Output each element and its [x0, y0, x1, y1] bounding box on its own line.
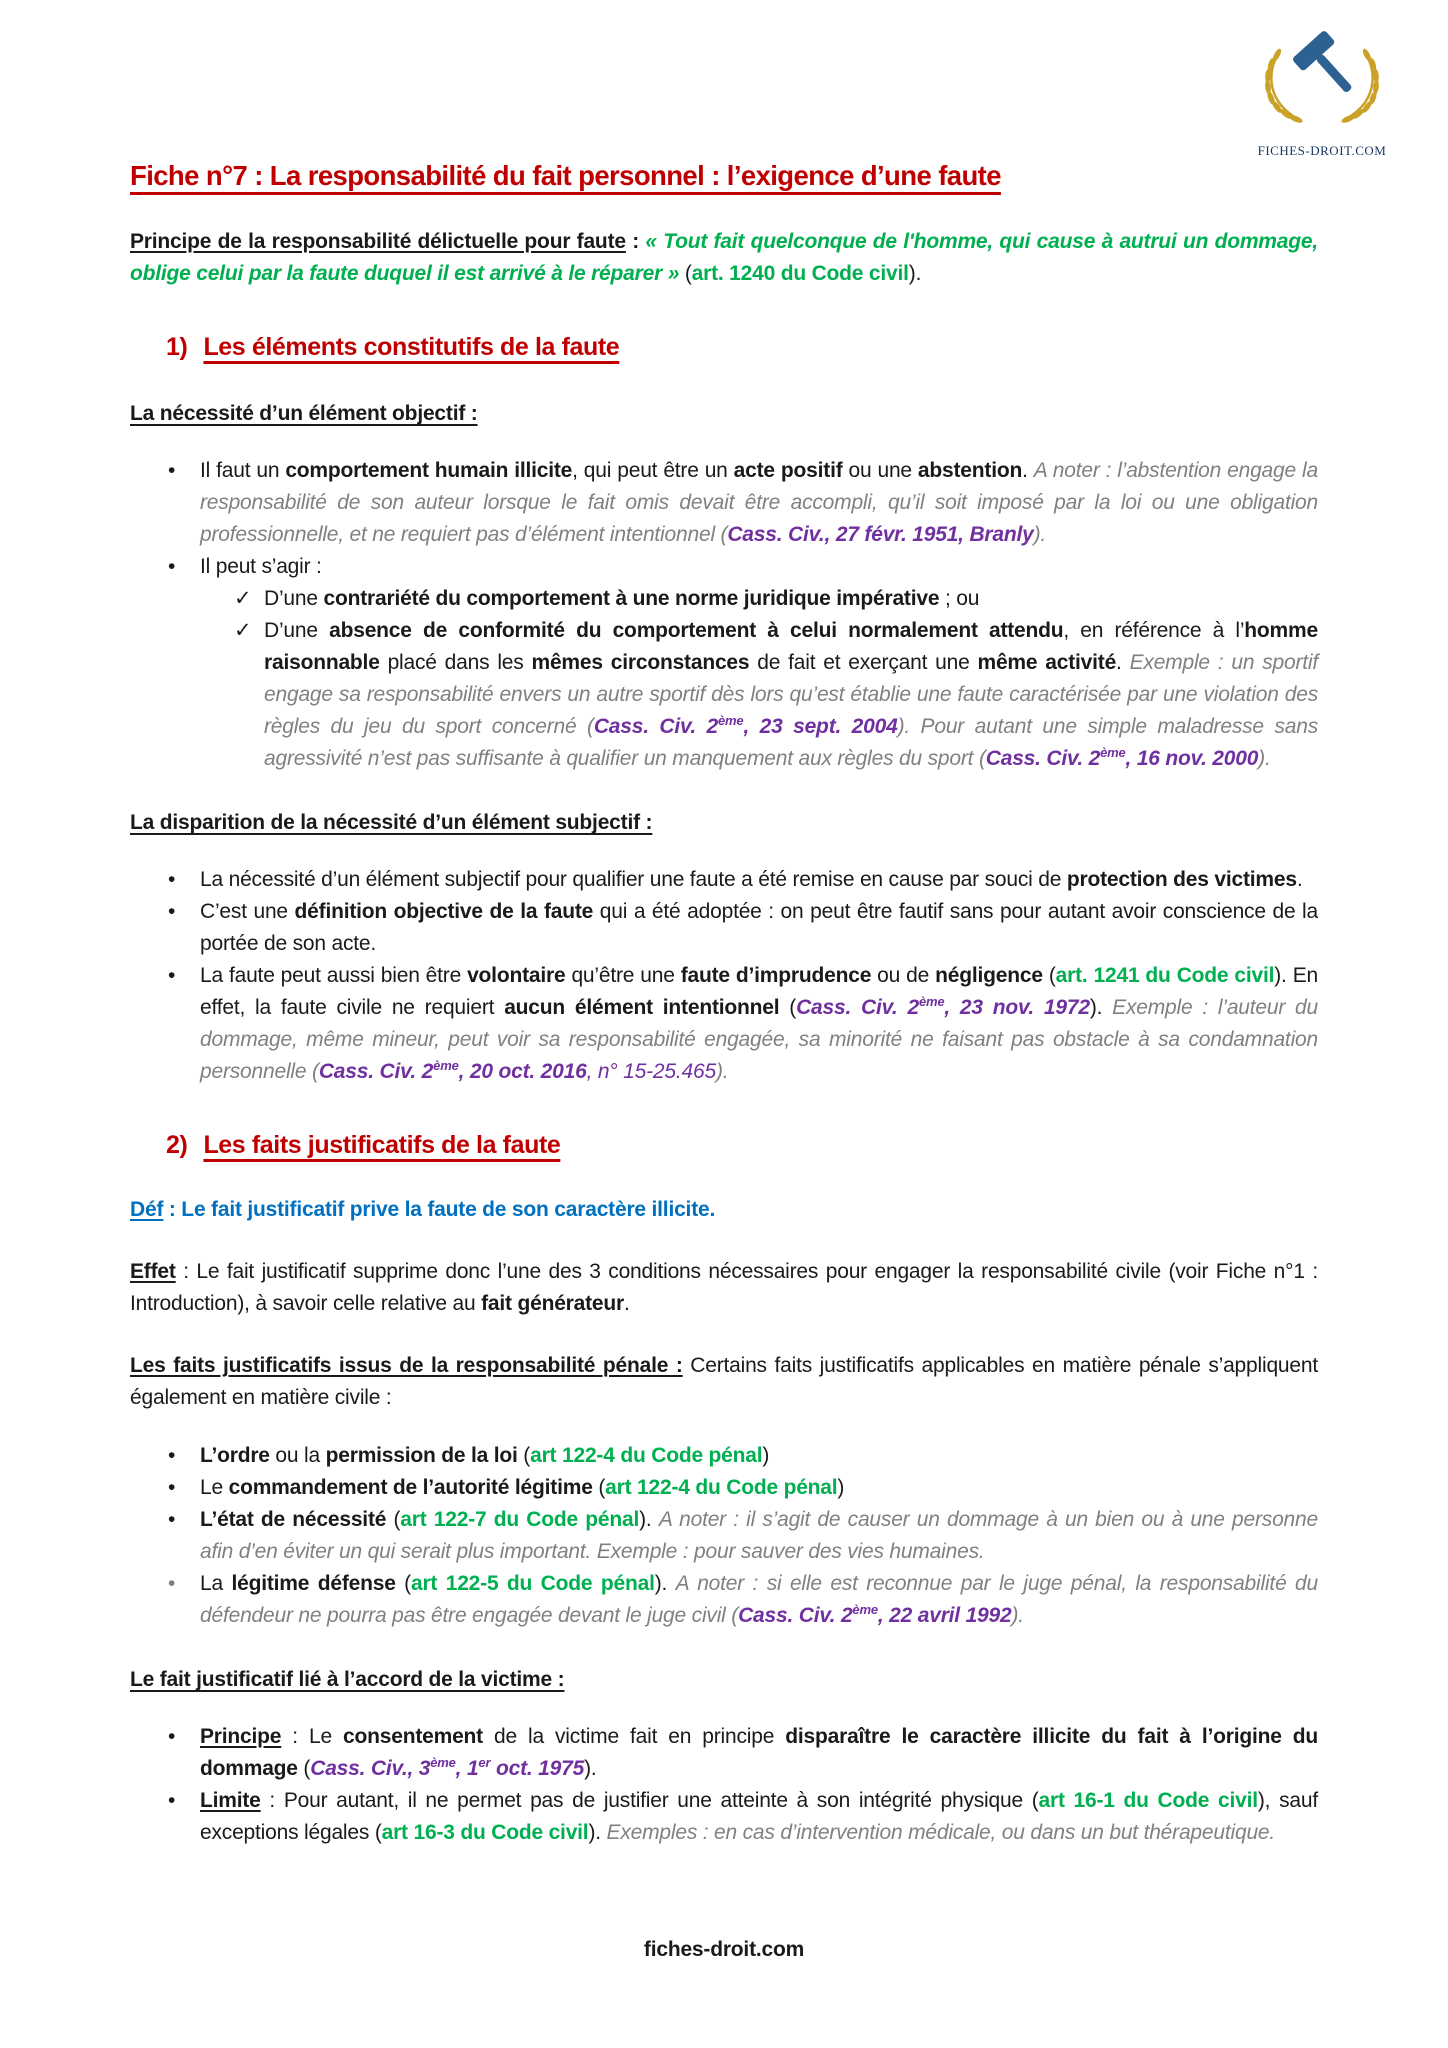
- list-item-text: D’une contrariété du comportement à une norme juridique impérative ; ou: [264, 587, 980, 610]
- list-item: [130, 1785, 1318, 1849]
- footer-site-name: fiches-droit.com: [643, 1938, 805, 1961]
- section-1-heading: [166, 328, 1318, 366]
- list-item: [130, 615, 1318, 775]
- bullet-icon: •: [168, 1508, 176, 1531]
- bullet-icon: •: [168, 868, 176, 891]
- bullet-icon: •: [168, 1444, 176, 1467]
- bullet-icon: •: [168, 964, 176, 987]
- list-item: [130, 583, 1318, 615]
- bullet-icon: •: [168, 1725, 176, 1748]
- section-1-number: 1): [166, 333, 188, 361]
- list-item-text: La faute peut aussi bien être volontaire qu’être une faute d’imprudence ou de négligence (art. 1241 du Code civil). En effet, la faute civile ne requiert aucun élément intentionnel (Cass. Civ. 2ème, 23 nov. 1972). Exemple : l’auteur du dommage, même mineur, peut voir sa responsabilité engagée, sa minorité ne faisant pas obstacle à sa condamnation personnelle (Cass. Civ. 2ème, 20 oct. 2016, n° 15-25.465).: [200, 964, 1319, 1083]
- bullet-list-penal: [130, 1440, 1318, 1632]
- intro-paragraph: Principe de la responsabilité délictuelle pour faute : « Tout fait quelconque de l'homme, qui cause à autrui un dommage, oblige celui par la faute duquel il est arrivé à le réparer » (art. 1240 du Code civil).: [130, 230, 1318, 285]
- list-item: [130, 1721, 1318, 1785]
- section-2-heading: [166, 1126, 1318, 1164]
- list-item-text: Il faut un comportement humain illicite, qui peut être un acte positif ou une abstention. A noter : l’abstention engage la responsabilité de son auteur lorsque le fait omis devait être accompli, qu’il soit imposé par la loi ou une obligation professionnelle, et ne requiert pas d’élément intentionnel (Cass. Civ., 27 févr. 1951, Branly).: [200, 459, 1318, 546]
- section-2-heading-text: Les faits justificatifs de la faute: [203, 1131, 561, 1159]
- penal-intro-paragraph: Les faits justificatifs issus de la responsabilité pénale : Certains faits justificatifs applicables en matière pénale s’appliquent également en matière civile :: [130, 1354, 1319, 1409]
- bullet-list-objectif: [130, 455, 1318, 775]
- list-item: [130, 864, 1318, 896]
- list-item: [130, 455, 1318, 551]
- section-2-number: 2): [166, 1131, 188, 1159]
- site-logo: [1240, 24, 1404, 167]
- list-item-text: Il peut s’agir :: [200, 555, 322, 578]
- effet-paragraph: Effet : Le fait justificatif supprime donc l’une des 3 conditions nécessaires pour engager la responsabilité civile (voir Fiche n°1 : Introduction), à savoir celle relative au fait générateur.: [130, 1260, 1318, 1315]
- page-title: Fiche n°7 : La responsabilité du fait personnel : l’exigence d’une faute: [130, 160, 1001, 191]
- bullet-icon: •: [168, 555, 176, 578]
- bullet-list-subjectif: [130, 864, 1318, 1088]
- list-item-text: La légitime défense (art 122-5 du Code pénal). A noter : si elle est reconnue par le juge pénal, la responsabilité du défendeur ne pourra pas être engagée devant le juge civil (Cass. Civ. 2ème, 22 avril 1992).: [200, 1572, 1319, 1627]
- subheading-accord-victime: Le fait justificatif lié à l’accord de la victime :: [130, 1668, 565, 1691]
- list-item: [130, 1568, 1318, 1632]
- check-icon: ✓: [234, 587, 252, 610]
- list-item-text: L’ordre ou la permission de la loi (art 122-4 du Code pénal): [200, 1444, 770, 1467]
- bullet-list-victime: [130, 1721, 1318, 1849]
- check-icon: ✓: [234, 619, 252, 642]
- list-item-text: Limite : Pour autant, il ne permet pas de justifier une atteinte à son intégrité physique (art 16-1 du Code civil), sauf exceptions légales (art 16-3 du Code civil). Exemples : en cas d’intervention médicale, ou dans un but thérapeutique.: [200, 1789, 1318, 1844]
- list-item: [130, 1440, 1318, 1472]
- list-item: [130, 1472, 1318, 1504]
- list-item-text: L’état de nécessité (art 122-7 du Code pénal). A noter : il s’agit de causer un dommage à un bien ou à une personne afin d’en éviter un qui serait plus important. Exemple : pour sauver des vies humaines.: [200, 1508, 1318, 1563]
- bullet-icon: •: [168, 459, 176, 482]
- bullet-icon: •: [168, 1476, 176, 1499]
- bullet-icon: •: [168, 900, 176, 923]
- bullet-icon: •: [168, 1572, 176, 1595]
- section-1-heading-text: Les éléments constitutifs de la faute: [203, 333, 620, 361]
- list-item: [130, 960, 1318, 1088]
- list-item: [130, 896, 1318, 960]
- definition-line: Déf : Le fait justificatif prive la faute de son caractère illicite.: [130, 1198, 716, 1221]
- list-item: [130, 1504, 1318, 1568]
- list-item-text: La nécessité d’un élément subjectif pour qualifier une faute a été remise en cause par souci de protection des victimes.: [200, 868, 1303, 891]
- laurel-gavel-icon: [1246, 24, 1398, 124]
- list-item-text: C’est une définition objective de la faute qui a été adoptée : on peut être fautif sans pour autant avoir conscience de la portée de son acte.: [200, 900, 1318, 955]
- logo-site-name: FICHES-DROIT.COM: [1257, 143, 1387, 158]
- list-item: [130, 551, 1318, 583]
- list-item-text: Principe : Le consentement de la victime fait en principe disparaître le caractère illicite du fait à l’origine du dommage (Cass. Civ., 3ème, 1er oct. 1975).: [200, 1725, 1319, 1780]
- bullet-icon: •: [168, 1789, 176, 1812]
- subheading-element-subjectif: La disparition de la nécessité d’un élément subjectif :: [130, 811, 653, 834]
- list-item-text: D’une absence de conformité du comportement à celui normalement attendu, en référence à l’homme raisonnable placé dans les mêmes circonstances de fait et exerçant une même activité. Exemple : un sportif engage sa responsabilité envers un autre sportif dès lors qu’est établie une faute caractérisée par une violation des règles du jeu du sport concerné (Cass. Civ. 2ème, 23 sept. 2004). Pour autant une simple maladresse sans agressivité n’est pas suffisante à qualifier un manquement aux règles du sport (Cass. Civ. 2ème, 16 nov. 2000).: [264, 619, 1318, 770]
- gavel-icon: [1292, 30, 1366, 106]
- list-item-text: Le commandement de l’autorité légitime (art 122-4 du Code pénal): [200, 1476, 845, 1499]
- subheading-element-objectif: La nécessité d’un élément objectif :: [130, 402, 478, 425]
